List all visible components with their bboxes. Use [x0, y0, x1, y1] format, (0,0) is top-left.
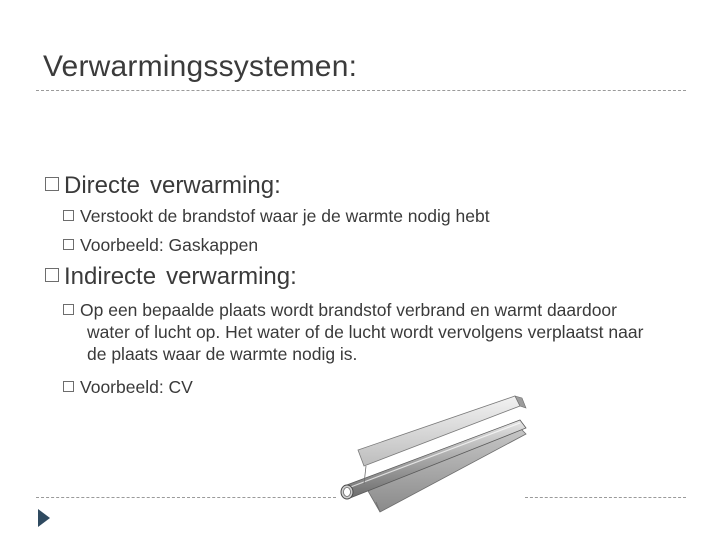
bullet-indirecte — [45, 263, 297, 291]
bullet-label-b: verwarming: — [166, 263, 297, 290]
bullet-label-a: Directe — [64, 172, 141, 199]
sub-bullet-text: Op een bepaalde plaats wordt brandstof verbrand en warmt daardoor water of lucht op. Het water of de lucht wordt vervolgens verplaatst naar de plaats waar de warmte nodig is. — [80, 300, 644, 364]
checkbox-square-icon — [63, 304, 74, 315]
title-divider — [36, 90, 686, 91]
slide-title: Verwarmingssystemen: — [43, 50, 358, 83]
bullet-label-a: Indirecte — [64, 263, 157, 290]
play-triangle-icon[interactable] — [37, 508, 51, 528]
checkbox-square-icon — [63, 381, 74, 392]
sub-bullet-text: Voorbeeld: CV — [80, 377, 193, 397]
footer-divider-left — [36, 497, 336, 498]
sub-bullet-text: Voorbeeld: Gaskappen — [80, 235, 259, 255]
heating-pipe-image — [330, 388, 530, 518]
checkbox-square-icon — [63, 210, 74, 221]
checkbox-square-icon — [45, 268, 59, 282]
sub-bullet — [63, 299, 663, 365]
footer-divider-right — [525, 497, 686, 498]
bullet-directe — [45, 172, 281, 200]
checkbox-square-icon — [45, 177, 59, 191]
bullet-label-b: verwarming: — [150, 172, 281, 199]
sub-bullet — [63, 234, 703, 256]
sub-bullet — [63, 205, 703, 227]
sub-bullet-text: Verstookt de brandstof waar je de warmte nodig hebt — [80, 206, 490, 226]
checkbox-square-icon — [63, 239, 74, 250]
